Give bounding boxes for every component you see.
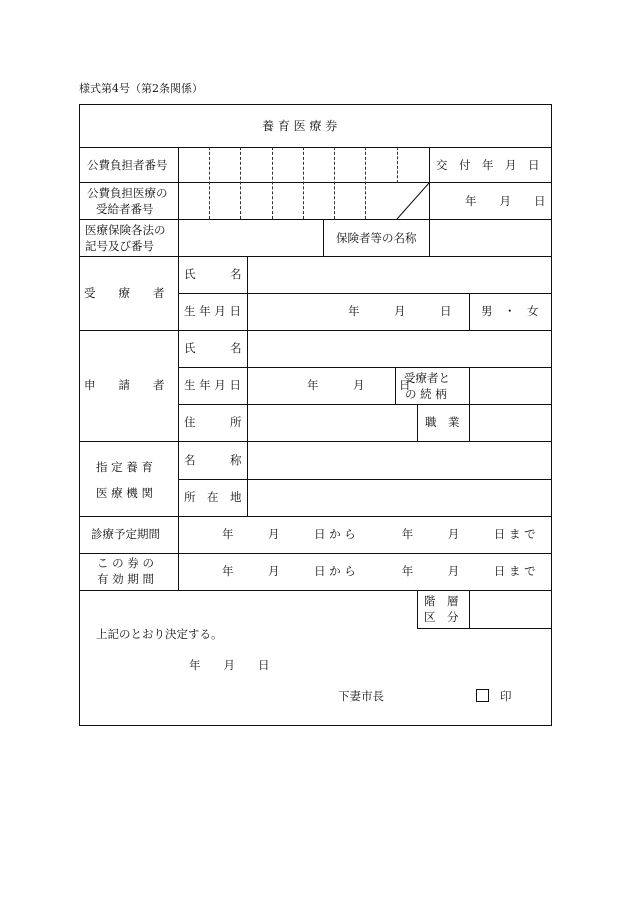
patient-name-field[interactable]	[248, 257, 551, 293]
insurance-symbol-label-line2: 記号及び番号	[85, 239, 154, 253]
institution-label-line1: 指 定 養 育	[96, 460, 153, 474]
patient-section-label: 受 療 者	[84, 286, 165, 300]
occupation-label: 職 業	[425, 415, 460, 429]
applicant-name-field[interactable]	[248, 331, 551, 367]
patient-sex[interactable]: 男 ・ 女	[481, 304, 539, 318]
seal-box[interactable]	[476, 689, 489, 702]
relation-label-line1: 受療者と	[404, 371, 450, 385]
tier-label-line1: 階 層	[424, 594, 459, 608]
applicant-section-label: 申 請 者	[84, 378, 165, 392]
issue-date-value[interactable]: 年 月 日	[465, 194, 546, 208]
institution-label-line2: 医 療 機 関	[96, 486, 153, 500]
recipient-number-field[interactable]	[179, 183, 397, 219]
patient-dob-value[interactable]: 年 月 日	[348, 304, 452, 318]
insurance-symbol-field[interactable]	[179, 220, 322, 256]
recipient-number-label-line2: 受給者番号	[96, 202, 154, 216]
institution-location-label: 所 在 地	[184, 490, 242, 504]
seal-label: 印	[500, 689, 512, 703]
tier-label-line2: 区 分	[424, 610, 459, 624]
treatment-period-value[interactable]: 年 月 日 か ら 年 月 日 ま で	[222, 527, 536, 541]
insurer-name-label: 保険者等の名称	[336, 231, 417, 245]
issuer-name: 下妻市長	[338, 689, 384, 703]
relation-field[interactable]	[470, 368, 551, 404]
tier-field[interactable]	[470, 591, 551, 628]
decision-date[interactable]: 年 月 日	[189, 658, 270, 672]
decision-statement: 上記のとおり決定する。	[96, 627, 223, 641]
institution-name-label: 名 称	[184, 453, 242, 467]
occupation-field[interactable]	[470, 405, 551, 441]
treatment-period-label: 診療予定期間	[91, 527, 160, 541]
validity-label-line1: こ の 券 の	[97, 556, 154, 570]
applicant-address-field[interactable]	[248, 405, 416, 441]
applicant-name-label: 氏 名	[184, 341, 242, 355]
applicant-dob-label: 生 年 月 日	[184, 378, 241, 392]
recipient-number-label-line1: 公費負担医療の	[87, 186, 168, 200]
institution-location-field[interactable]	[248, 480, 551, 516]
public-payer-number-field[interactable]	[179, 148, 429, 182]
relation-label-line2: の 続 柄	[405, 387, 447, 401]
issue-date-label: 交 付 年 月 日	[436, 158, 540, 172]
patient-dob-label: 生 年 月 日	[184, 304, 241, 318]
insurer-name-field[interactable]	[430, 220, 551, 256]
validity-label-line2: 有 効 期 間	[97, 572, 154, 586]
institution-name-field[interactable]	[248, 442, 551, 479]
insurance-symbol-label-line1: 医療保険各法の	[85, 223, 166, 237]
patient-name-label: 氏 名	[184, 267, 242, 281]
public-payer-number-label: 公費負担者番号	[87, 158, 168, 172]
form-title: 養 育 医 療 券	[262, 119, 338, 133]
validity-period-value[interactable]: 年 月 日 か ら 年 月 日 ま で	[222, 564, 536, 578]
applicant-address-label: 住 所	[184, 415, 242, 429]
form-number: 様式第4号（第2条関係）	[79, 82, 203, 95]
applicant-dob-value[interactable]: 年 月 日	[307, 378, 411, 392]
